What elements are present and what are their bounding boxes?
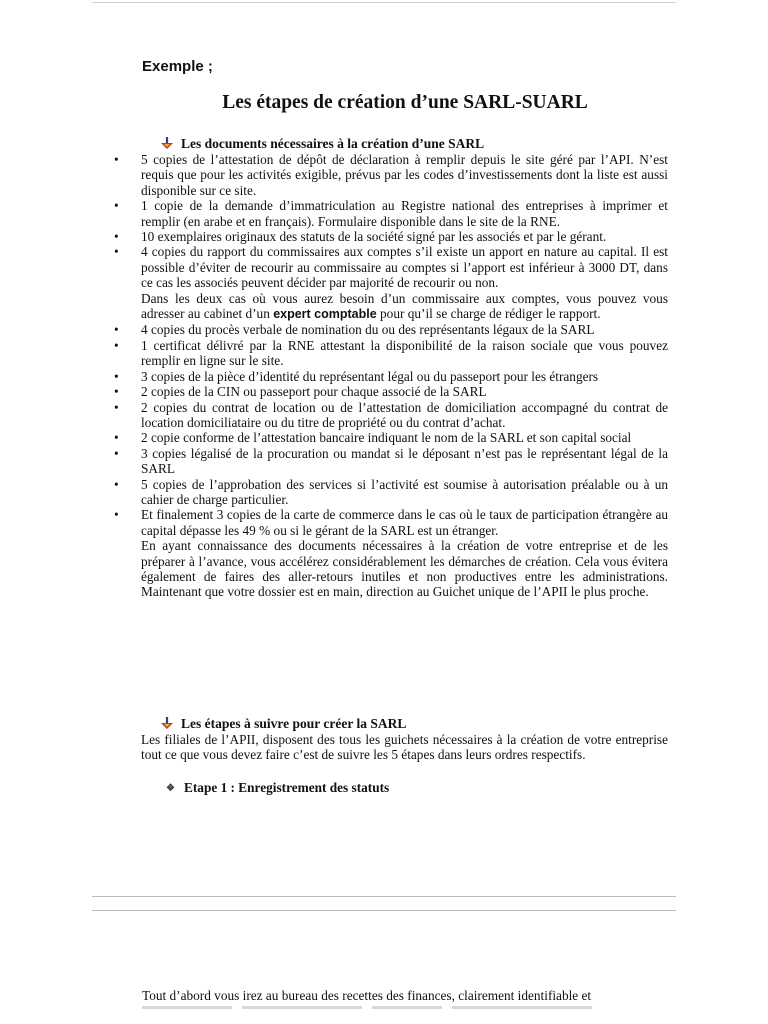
list-item: • 1 copie de la demande d’immatriculation au Registre national des entreprises à imprimer et remplir (en arabe et en français). Formulaire disponible dans le site de la RNE.: [114, 198, 668, 229]
arrow-down-icon: [160, 717, 174, 730]
section1-content: [114, 152, 668, 600]
list-item: • 2 copies du contrat de location ou de l’attestation de domiciliation accompagné du contrat de location domiciliataire ou du titre de propriété ou du contrat d’achat.: [114, 399, 668, 430]
list-item: • Et finalement 3 copies de la carte de commerce dans le cas où le taux de participation étrangère au capital dépasse les 49 % ou si le gérant de la SARL est un étranger.: [114, 507, 668, 538]
expert-comptable-bold: expert comptable: [273, 307, 377, 322]
exemple-label: Exemple ;: [142, 58, 213, 75]
section2-title: Les étapes à suivre pour créer la SARL: [181, 716, 407, 731]
bullet-icon: •: [114, 229, 119, 245]
closing-paragraph: En ayant connaissance des documents nécessaires à la création de votre entreprise et de les préparer à l’avance, vous accélérez considérablement les démarches de création. Cela vous évitera également de faires des aller-retours inutiles et non productives entre les administrations. Maintenant que votre dossier est en main, direction au Guichet unique de l’APII le plus proche.: [141, 538, 668, 600]
page-divider: [92, 896, 676, 897]
section2-heading: [160, 716, 406, 732]
step-1-heading: [166, 780, 389, 796]
bullet-icon: •: [114, 430, 119, 446]
cutoff-text-line: [142, 1006, 668, 1024]
documents-list-continued: [114, 322, 668, 538]
bullet-icon: •: [114, 507, 119, 523]
section1-heading: [160, 136, 484, 152]
list-item: • 4 copies du rapport du commissaires aux comptes s’il existe un apport en nature au capital. Il est possible d’éviter de recourir au commissaire au comptes si l’apport est inférieur à 3000 DT, dans ce cas les associés peuvent décider par majorité de recourir ou non.: [114, 244, 668, 291]
list-item: • 2 copies de la CIN ou passeport pour chaque associé de la SARL: [114, 384, 487, 400]
bullet-icon: •: [114, 445, 119, 461]
bullet-icon: •: [114, 198, 119, 214]
section1-title: Les documents nécessaires à la création d’une SARL: [181, 136, 485, 151]
section2-intro: Les filiales de l’APII, disposent des tous les guichets nécessaires à la création de votre entreprise tout ce que vous devez faire c’est de suivre les 5 étapes dans leurs ordres respectifs.: [141, 732, 668, 763]
bullet-icon: •: [114, 368, 119, 384]
bullet-icon: •: [114, 322, 119, 338]
bullet-icon: •: [114, 337, 119, 353]
list-item: • 1 certificat délivré par la RNE attestant la disponibilité de la raison sociale que vous pouvez remplir en ligne sur le site.: [114, 337, 668, 369]
diamond-bullet-icon: ❖: [166, 782, 175, 794]
list-item: • 5 copies de l’approbation des services si l’activité est soumise à autorisation préalable ou à un cahier de charge particulier.: [114, 476, 668, 507]
next-page-text: Tout d’abord vous irez au bureau des recettes des finances, clairement identifiable et: [142, 988, 592, 1003]
list-item: • 3 copies légalisé de la procuration ou mandat si le déposant n’est pas le représentant légal de la SARL: [114, 445, 668, 477]
list-item: • 4 copies du procès verbale de nomination du ou des représentants légaux de la SARL: [114, 322, 595, 338]
bullet-icon: •: [114, 244, 119, 260]
list-item: • 10 exemplaires originaux des statuts de la société signé par les associés et par le gérant.: [114, 229, 607, 245]
list-item: • 5 copies de l’attestation de dépôt de déclaration à remplir depuis le site géré par l’API. N’est requis que pour les activités exigible, prévus par les codes d’investissements dont la liste est aussi disponible sur ce site.: [114, 152, 668, 198]
expert-comptable-note: Dans les deux cas où vous aurez besoin d’un commissaire aux comptes, vous pouvez vous adresser au cabinet d’un expert comptable pour qu’il se charge de rédiger le rapport.: [141, 290, 668, 322]
list-item: • 2 copie conforme de l’attestation bancaire indiquant le nom de la SARL et son capital social: [114, 430, 632, 446]
page-top-border: [92, 2, 676, 3]
bullet-icon: •: [114, 399, 119, 415]
bullet-icon: •: [114, 152, 119, 167]
bullet-icon: •: [114, 476, 119, 492]
list-item: • 3 copies de la pièce d’identité du représentant légal ou du passeport pour les étrangers: [114, 368, 599, 384]
arrow-down-icon: [160, 137, 174, 150]
step-1-title: Etape 1 : Enregistrement des statuts: [184, 780, 390, 795]
documents-list: [114, 152, 668, 291]
page-divider: [92, 910, 676, 911]
bullet-icon: •: [114, 384, 119, 400]
document-title: Les étapes de création d’une SARL-SUARL: [222, 92, 588, 113]
